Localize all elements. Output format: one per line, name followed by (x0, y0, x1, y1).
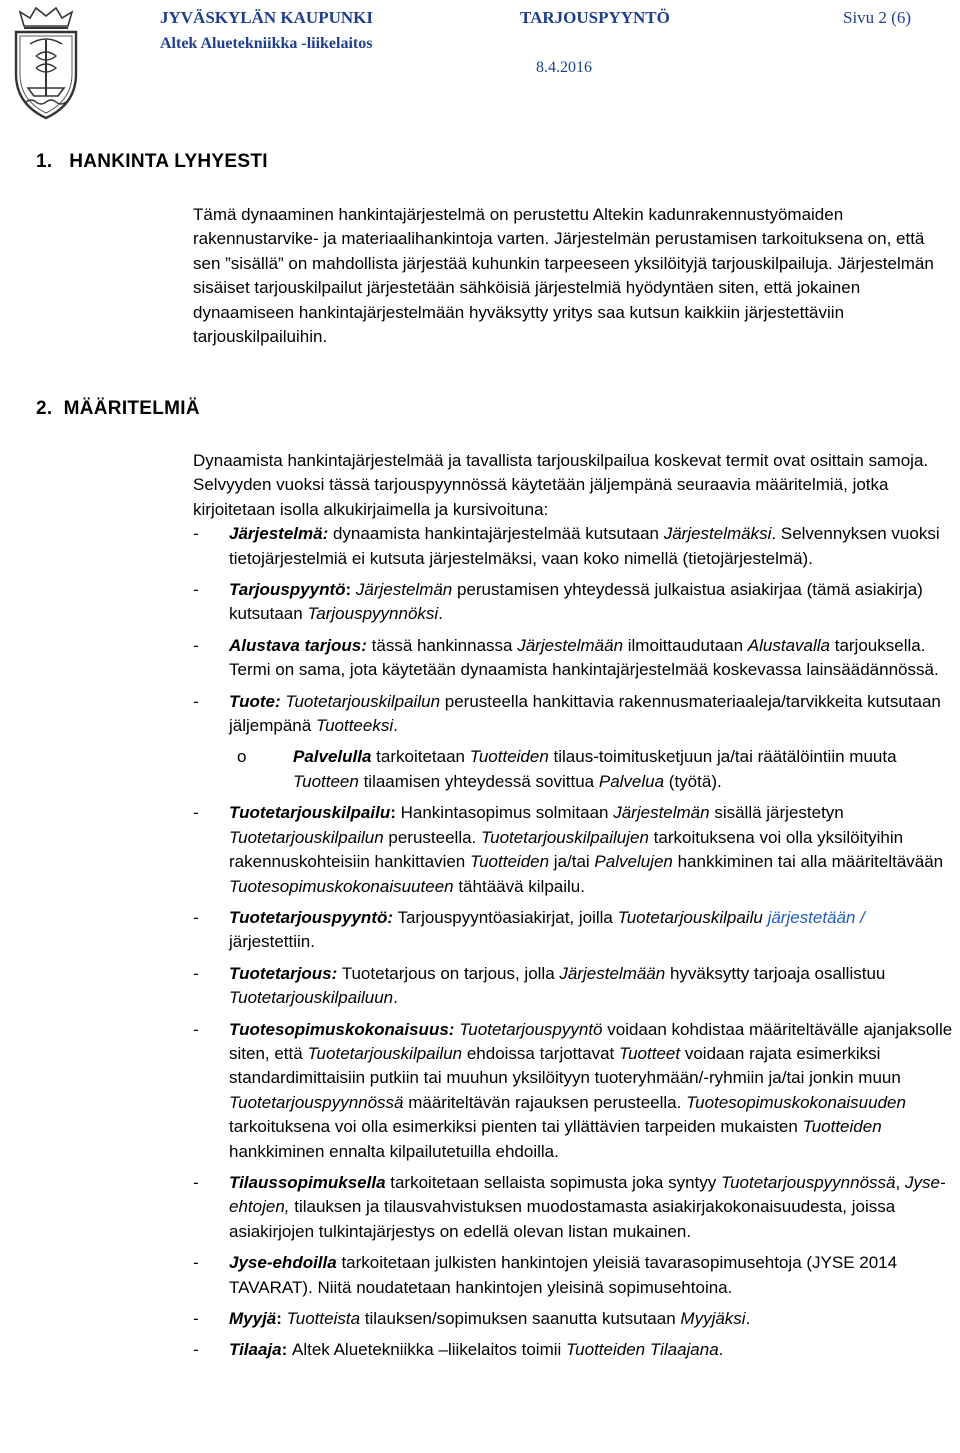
document-date: 8.4.2016 (536, 59, 592, 76)
definition-text: Alustava tarjous: (229, 635, 367, 655)
definition-text: Tuotetarjouspyynnössä (229, 1092, 404, 1112)
definition-text: Tuotesopimuskokonaisuuden (686, 1092, 906, 1112)
definition-text: perusteella hankittavia rakennusmateriaaleja/tarvikkeita kutsutaan jäljempänä (229, 691, 941, 736)
definition-item (193, 962, 953, 1011)
definition-item (193, 906, 953, 955)
section-1-title: HANKINTA LYHYESTI (69, 151, 268, 172)
definition-text: Tuotetarjouspyynnössä (720, 1172, 896, 1192)
definition-text: ja/tai (549, 852, 595, 872)
definition-text: Tuotetarjouskilpailu (229, 803, 391, 823)
definition-text: järjestettiin. (229, 932, 315, 952)
definition-text: Altek Aluetekniikka –liikelaitos toimii (292, 1340, 567, 1360)
definition-text: hyväksytty tarjoaja osallistuu (665, 963, 886, 983)
definition-item (193, 1171, 953, 1244)
document-type: TARJOUSPYYNTÖ (520, 8, 670, 27)
definition-text: tilaus-toimitusketjuun ja/tai räätälöintiin muuta (548, 747, 897, 767)
definition-text: Tuotetarjouskilpailujen (481, 827, 649, 847)
definition-item (193, 690, 953, 739)
section-2-number: 2. (36, 398, 53, 419)
definition-text: Järjestelmä: (229, 524, 329, 544)
section-1-number: 1. (36, 151, 53, 172)
definition-text: perustamisen yhteydessä julkaistua asiakirjaa (tämä asiakirja) kutsutaan (229, 580, 923, 624)
definition-text: ilmoittaudutaan (623, 635, 748, 655)
definition-text: Järjestelmään (559, 963, 666, 983)
definition-text: sisällä järjestetyn (709, 803, 844, 823)
definition-text: . (718, 1340, 724, 1360)
definition-text: Myyjäksi (680, 1309, 746, 1328)
definition-text: Tuotteen (293, 771, 359, 791)
section-2-intro: Dynaamista hankintajärjestelmää ja tavallista tarjouskilpailua koskevat termit ovat osittain samoja. Selvyyden vuoksi tässä tarjouspyynnössä käytetään jäljempänä seuraavia määritelmiä, jotka kirjoitetaan isolla alkukirjaimella ja kursivoituna: (193, 451, 929, 519)
definition-item (193, 1018, 953, 1164)
definition-text: tarkoituksena voi olla esimerkiksi pienten tai yllättävien tarpeiden mukaisten (229, 1117, 803, 1137)
definition-text: Tuotetarjouskilpailun (285, 691, 441, 711)
definition-text: määriteltävän rajauksen perusteella. (403, 1092, 687, 1112)
definition-text: Tuotetarjouskilpailuun (229, 988, 394, 1008)
definition-text: tarkoitetaan (371, 747, 470, 767)
definition-text: Tuotetarjous on tarjous, jolla (337, 963, 560, 983)
definition-item (193, 1338, 953, 1362)
definition-text: . (745, 1309, 751, 1328)
definition-text: tilauksen/sopimuksen saanutta kutsutaan (360, 1309, 681, 1328)
definition-text: ehdoissa tarjottavat (462, 1043, 619, 1063)
definition-text: hankkiminen tai alla määriteltävään (672, 852, 944, 872)
section-1-body (193, 203, 953, 349)
definition-text: Tuotteista (286, 1309, 361, 1328)
definition-text: : (276, 1309, 287, 1328)
definition-text: Tuotteiden Tilaajana (566, 1340, 719, 1360)
definition-text: : (390, 803, 401, 823)
definition-item (193, 801, 953, 899)
definition-text: Järjestelmään (517, 635, 624, 655)
definition-text: Järjestelmän (613, 803, 710, 823)
definition-text: dynaamista hankintajärjestelmää kutsutaan (328, 524, 664, 544)
section-2-title: MÄÄRITELMIÄ (63, 398, 200, 419)
definition-text: perusteella. (383, 827, 482, 847)
definition-text: Järjestelmäksi (663, 524, 772, 544)
definition-item (193, 522, 953, 571)
definition-text: Palvelua (598, 771, 665, 791)
section-1-heading (36, 151, 268, 173)
definition-text: Tuotesopimuskokonaisuuteen (229, 876, 454, 896)
definition-text: tarjouksella. Termi on sama, jota käytetään dynaamista hankintajärjestelmää koskevassa lainsäädännössä. (229, 635, 939, 680)
definition-text: Tuote: (229, 691, 281, 711)
definition-item (193, 1251, 953, 1300)
definition-text: Tuotteiden (802, 1117, 882, 1137)
definition-text: voidaan kohdistaa määriteltävälle ajanjaksolle siten, että (229, 1019, 953, 1063)
definition-text: järjestetään / (767, 907, 865, 927)
definition-text: Järjestelmän (355, 580, 453, 600)
definition-text: Tarjouspyyntö (229, 580, 346, 600)
definition-text: Tilaussopimuksella (229, 1172, 386, 1192)
definition-text: Palvelujen (594, 852, 673, 872)
definition-item (193, 634, 953, 683)
section-2-body (193, 449, 953, 1370)
definition-text: Jyse-ehtojen, (229, 1172, 946, 1217)
definition-text: Tuotteiden (469, 852, 550, 872)
definition-text: Tuotetarjouspyyntö (459, 1019, 603, 1039)
definition-text: tilaamisen yhteydessä sovittua (358, 771, 599, 791)
definition-text: tarkoitetaan julkisten hankintojen yleisiä tavarasopimusehtoja (JYSE 2014 TAVARAT). Niitä noudatetaan hankintojen yleisinä sopimusehtoina. (229, 1253, 898, 1297)
definition-text: Tuotteeksi (315, 716, 394, 736)
definition-text: voidaan rajata esimerkiksi standardimittaisiin putkiin tai muuhun yksilöityyn tuoteryhmään/-ryhmiin ja/tai jonkin muun (229, 1043, 901, 1088)
definition-text: : (345, 580, 356, 600)
definition-text: Tuotteiden (469, 747, 549, 767)
definition-text: , (895, 1172, 905, 1192)
definition-text: Jyse-ehdoilla (229, 1253, 337, 1273)
definition-text: Tuotetarjouspyyntö: (229, 907, 394, 927)
unit-name: Altek Aluetekniikka -liikelaitos (160, 35, 373, 52)
definition-text: . (393, 988, 398, 1008)
definition-text: Tarjouspyyntöasiakirjat, joilla (393, 907, 618, 927)
org-name: JYVÄSKYLÄN KAUPUNKI (160, 8, 373, 27)
definition-text: Alustavalla (747, 635, 830, 655)
page-header (0, 0, 960, 130)
definition-item (193, 1307, 953, 1331)
definition-text: Myyjä (229, 1309, 277, 1328)
definition-text: Palvelulla (293, 747, 372, 767)
definition-text: tähtäävä kilpailu. (453, 876, 585, 896)
definition-text: Tuotetarjouskilpailun (229, 827, 384, 847)
definition-text: : (281, 1340, 293, 1360)
definition-text: tässä hankinnassa (366, 635, 518, 655)
definition-text: Tuotetarjouskilpailun (307, 1043, 463, 1063)
definition-text: . (438, 604, 443, 624)
definition-item (193, 745, 953, 794)
definitions-list (193, 522, 953, 1363)
definition-text: . (393, 716, 398, 736)
definition-text: Tilaaja (229, 1340, 282, 1360)
definition-text: Tuotetarjouskilpailu (617, 907, 763, 927)
definition-text: tarkoitetaan sellaista sopimusta joka syntyy (385, 1172, 721, 1192)
definition-text: Tarjouspyynnöksi (307, 604, 439, 624)
definition-text: hankkiminen ennalta kilpailutetuilla ehdoilla. (229, 1141, 559, 1161)
definition-item (193, 578, 953, 627)
definition-text: Tuotesopimuskokonaisuus: (229, 1019, 455, 1039)
definition-text: tarkoituksena voi olla yksilöityihin rakennuskohteisiin hankittavien (229, 827, 904, 872)
definition-text: tilauksen ja tilausvahvistuksen muodostamasta asiakirjakokonaisuudesta, joissa asiakirjojen tulkintajärjestys on edellä olevan listan mukainen. (229, 1197, 896, 1241)
section-1-paragraph: Tämä dynaaminen hankintajärjestelmä on perustettu Altekin kadunrakennustyömaiden rakennustarvike- ja materiaalihankintoja varten. Järjestelmän perustamisen tarkoituksena on, että sen ”sisällä” on mahdollista järjestää kuhunkin tarpeeseen yksilöityjä tarjouskilpailuja. Järjestelmän sisäiset tarjouskilpailut järjestetään sähköisiä järjestelmiä hyödyntäen siten, että jokainen dynaamiseen hankintajärjestelmään hyväksytty yritys saa kutsun kaikkiin järjestettäviin tarjouskilpailuihin. (193, 205, 934, 347)
page-number: Sivu 2 (6) (843, 8, 911, 27)
jyvaskyla-coat-of-arms-logo (6, 4, 86, 122)
definition-text: Tuotetarjous: (229, 963, 338, 983)
definition-text: Hankintasopimus solmitaan (400, 803, 614, 823)
definition-text: Tuotteet (618, 1043, 681, 1063)
definition-text: (työtä). (664, 771, 722, 791)
section-2-heading (36, 398, 200, 420)
definition-text: . Selvennyksen vuoksi tietojärjestelmiä ei kutsuta järjestelmäksi, vaan koko nimellä (tietojärjestelmä). (229, 524, 940, 568)
